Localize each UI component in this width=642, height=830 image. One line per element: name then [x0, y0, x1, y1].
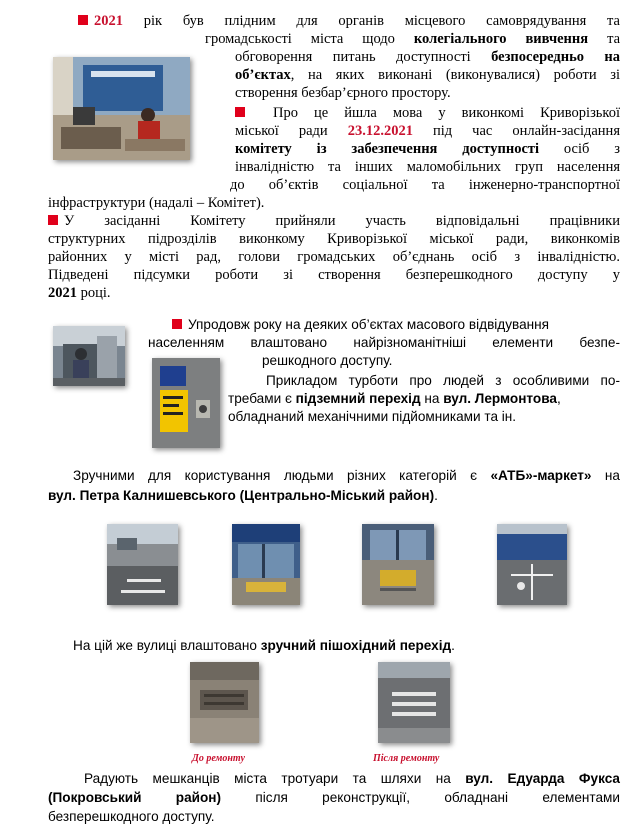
lift-control-photo [152, 358, 220, 448]
para2-line4: інвалідністю та інших маломобільних груп населення [235, 159, 620, 175]
para2-line1 [235, 104, 251, 122]
para2-line5: до об’єктів соціальної та інженерно-транспортної [230, 177, 620, 193]
para4-line1: Упродовж року на деяких об’єктах масового відвідування [172, 316, 549, 334]
para7-line3: безперешкодного доступу. [48, 809, 215, 824]
caption-after-repair: Після ремонту [373, 753, 440, 764]
bullet-marker [235, 107, 245, 117]
para7-line2: (Покровський район) після реконструкції, обладнані елементами [48, 790, 620, 805]
crossing-after-photo [378, 662, 450, 743]
atb-entrance-photo [232, 524, 300, 605]
atb-disabled-parking-image [497, 524, 567, 605]
para4-line5: требами є підземний перехід на вул. Лермонтова, [228, 391, 561, 406]
para2-line3: комітету із забезпечення доступності осіб з [235, 141, 620, 157]
para6-line: На цій же вулиці влаштовано зручний пішохідний перехід. [73, 638, 455, 653]
crossing-after-image [378, 662, 450, 743]
underpass-lift-image [53, 326, 125, 386]
crossing-before-photo [190, 662, 259, 743]
para3-line5: 2021 році. [48, 285, 111, 301]
para2-line1-text: Про це йшла мова у виконкомі Криворізької [273, 105, 620, 121]
para1-line4: об’єктах, на яких виконані (виконувалися) роботи зі [235, 67, 620, 83]
para4-line6: обладнаний механічними підйомниками та ін. [228, 409, 517, 424]
atb-parking-image [107, 524, 178, 605]
underpass-lift-photo [53, 326, 125, 386]
para5-line2: вул. Петра Калнишевського (Центрально-Міський район). [48, 488, 438, 503]
para1-line3: обговорення питань доступності безпосередньо на [235, 49, 620, 65]
para2-line6: інфраструктури (надалі – Комітет). [48, 195, 265, 211]
atb-ramp-photo [362, 524, 434, 605]
para3-line1: У засіданні Комітету прийняли участь відповідальні працівники [48, 212, 620, 230]
atb-disabled-parking-photo [497, 524, 567, 605]
meeting-photo-image [53, 57, 190, 160]
lift-control-image [152, 358, 220, 448]
atb-entrance-image [232, 524, 300, 605]
crossing-before-image [190, 662, 259, 743]
para7-line1: Радують мешканців міста тротуари та шляхи на вул. Едуарда Фукса [84, 771, 620, 786]
para1-line2: громадськості міста щодо колегіального вивчення та [205, 31, 621, 47]
para4-line3: решкодного доступу. [262, 353, 393, 368]
atb-ramp-image [362, 524, 434, 605]
para1-line5: створення безбар’єрного простору. [235, 85, 451, 101]
para4-line4: Прикладом турботи про людей з особливими по- [266, 373, 620, 388]
para1-line1: 2021 рік був плідним для органів місцевого самоврядування та [78, 12, 620, 30]
year-highlight: 2021 [94, 13, 123, 29]
para2-line2: міської ради 23.12.2021 під час онлайн-засідання [235, 123, 620, 139]
atb-parking-photo [107, 524, 178, 605]
para3-line3: районних у місті рад, голови громадських об’єднань осіб з інвалідністю. [48, 249, 620, 265]
bullet-marker [172, 319, 182, 329]
meeting-date: 23.12.2021 [347, 123, 413, 139]
para5-line1: Зручними для користування людьми різних категорій є «АТБ»-маркет» на [73, 468, 620, 483]
bullet-marker [48, 215, 58, 225]
meeting-photo [53, 57, 190, 160]
para4-line2: населенням влаштовано найрізноманітніші елементи безпе- [148, 335, 620, 350]
para3-line2: структурних підрозділів виконкому Криворізької міської ради, виконкомів [48, 231, 620, 247]
caption-before-repair: До ремонту [192, 753, 245, 764]
para3-line4: Підведені підсумки роботи зі створення безперешкодного доступу у [48, 267, 620, 283]
bullet-marker [78, 15, 88, 25]
